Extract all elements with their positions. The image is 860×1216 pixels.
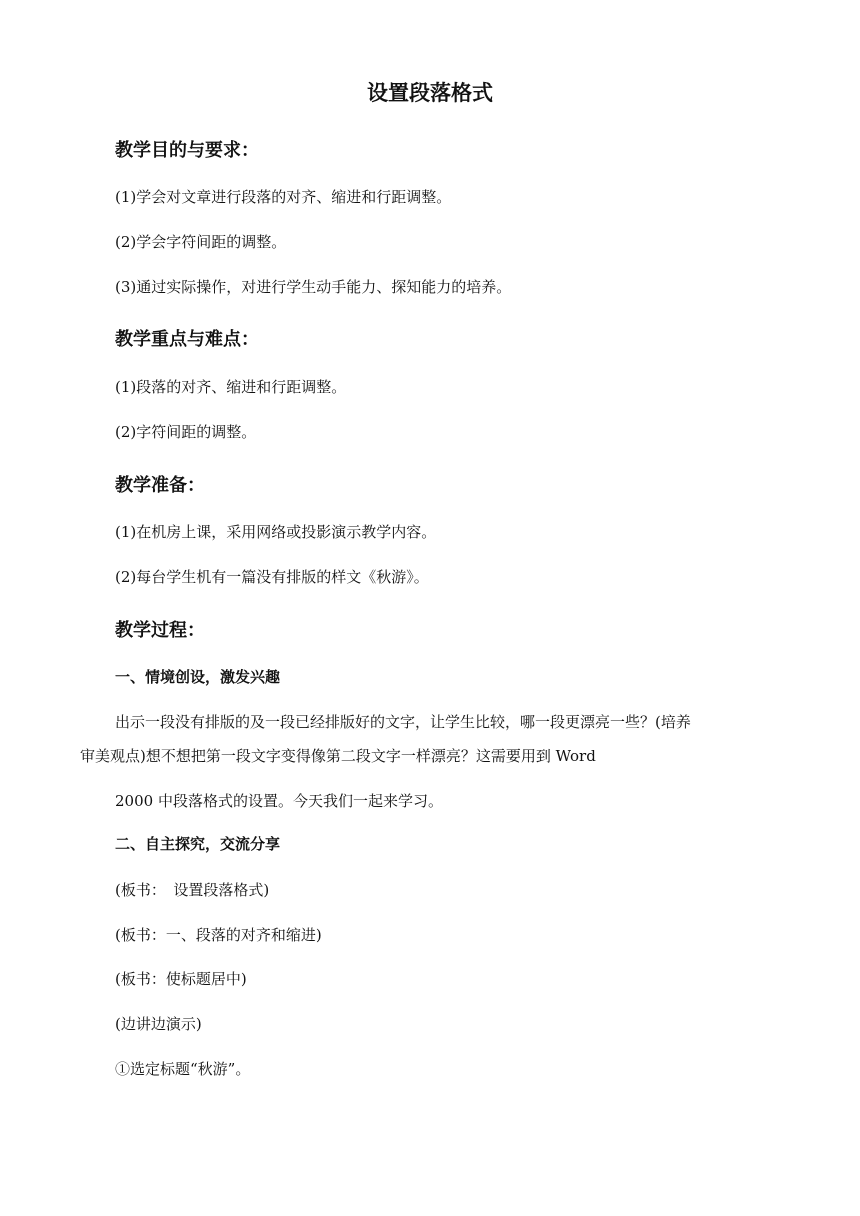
section-heading-objectives: 教学目的与要求： [115,140,259,161]
document-title: 设置段落格式 [367,81,493,105]
intro-paragraph-line: 审美观点)想不想把第一段文字变得像第二段文字一样漂亮？这需要用到 Word [80,747,596,765]
intro-paragraph-line: 出示一段没有排版的及一段已经排版好的文字，让学生比较，哪一段更漂亮一些？(培养 [115,713,691,731]
subsection-heading-explore: 二、自主探究，交流分享 [115,835,281,853]
key-point-item: (1)段落的对齐、缩进和行距调整。 [115,378,347,396]
board-note: (板书：使标题居中) [115,970,247,988]
section-heading-preparation: 教学准备： [115,475,205,496]
board-note: (板书： 设置段落格式) [115,881,270,899]
preparation-item: (2)每台学生机有一篇没有排版的样文《秋游》。 [115,568,429,586]
section-heading-key-points: 教学重点与难点： [115,329,259,350]
demo-note: (边讲边演示) [115,1015,202,1033]
board-note: (板书：一、段落的对齐和缩进) [115,926,322,944]
preparation-item: (1)在机房上课，采用网络或投影演示教学内容。 [115,523,437,541]
objective-item: (1)学会对文章进行段落的对齐、缩进和行距调整。 [115,188,452,206]
intro-paragraph-line: 2000 中段落格式的设置。今天我们一起来学习。 [115,792,443,810]
objective-item: (3)通过实际操作，对进行学生动手能力、探知能力的培养。 [115,278,512,296]
key-point-item: (2)字符间距的调整。 [115,423,257,441]
step-item: ①选定标题“秋游”。 [115,1060,251,1078]
objective-item: (2)学会字符间距的调整。 [115,233,287,251]
section-heading-process: 教学过程： [115,620,205,641]
subsection-heading-intro: 一、情境创设，激发兴趣 [115,668,281,686]
